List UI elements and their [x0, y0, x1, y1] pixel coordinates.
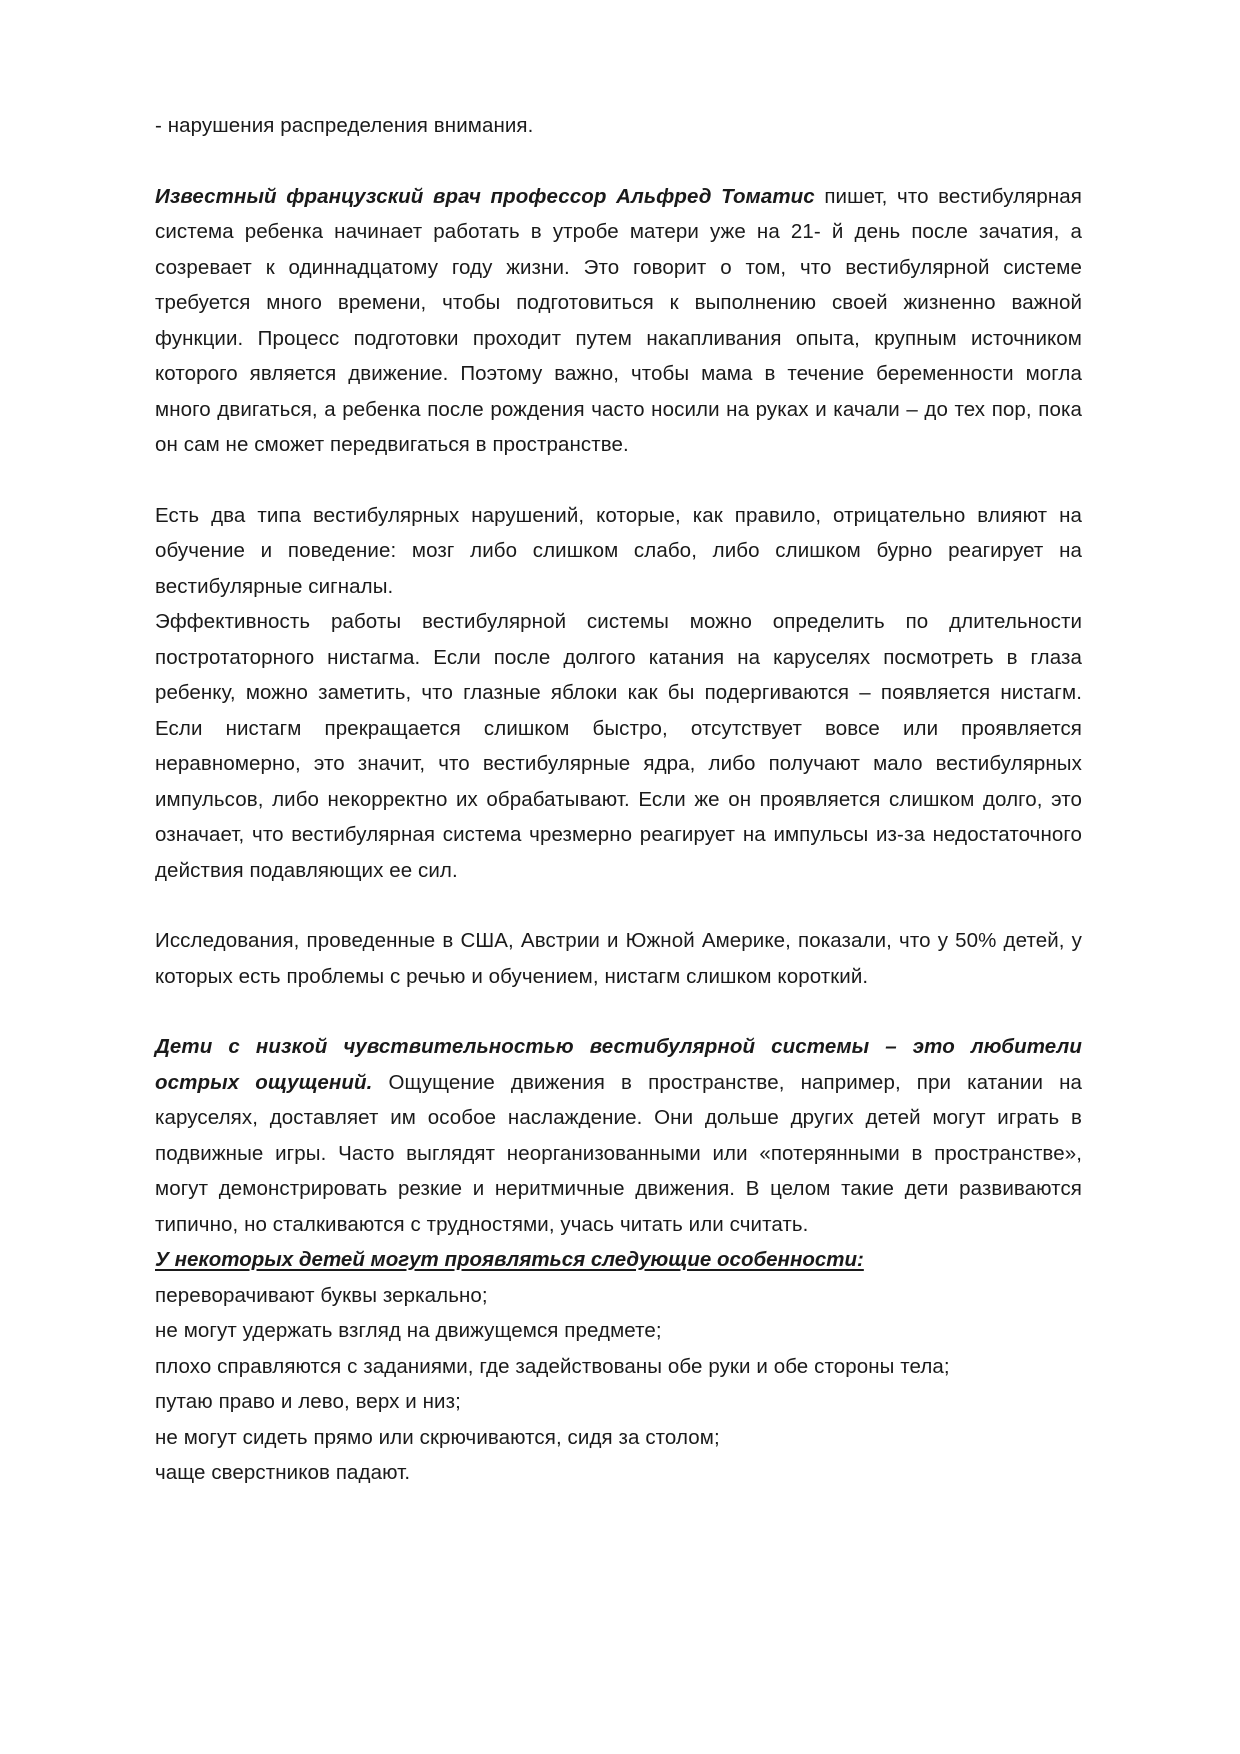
list-item: переворачивают буквы зеркально;: [155, 1283, 488, 1307]
spacer: [155, 144, 1082, 179]
paragraph-low-sensitivity-body: Ощущение движения в пространстве, например, при катании на каруселях, доставляет им особое наслаждение. Они дольше других детей могут играть в подвижные игры. Часто выглядят неорганизованными или «потерянными в пространстве», могут демонстрировать резкие и неритмичные движения. В целом такие дети развиваются типично, но сталкиваются с трудностями, учась читать или считать.: [155, 1070, 1082, 1236]
paragraph-low-sensitivity-lead: Дети с низкой чувствительностью вестибулярной системы – это любители острых ощущений.: [155, 1035, 1082, 1094]
intro-line: - нарушения распределения внимания.: [155, 114, 534, 137]
spacer: [155, 888, 1082, 923]
list-item: плохо справляются с заданиями, где задействованы обе руки и обе стороны тела;: [155, 1354, 950, 1378]
list-item: путаю право и лево, верх и низ;: [155, 1390, 461, 1413]
document-text-body: [155, 108, 1082, 1491]
paragraph-low-sensitivity: [155, 1029, 1082, 1242]
list-item: не могут удержать взгляд на движущемся предмете;: [155, 1319, 662, 1342]
paragraph-research: Исследования, проведенные в США, Австрии и Южной Америке, показали, что у 50% детей, у которых есть проблемы с речью и обучением, нистагм слишком короткий.: [155, 929, 1082, 988]
paragraph-nystagmus: Эффективность работы вестибулярной системы можно определить по длительности постротаторного нистагма. Если после долгого катания на каруселях посмотреть в глаза ребенку, можно заметить, что глазные яблоки как бы подергиваются – появляется нистагм. Если нистагм прекращается слишком быстро, отсутствует вовсе или проявляется неравномерно, это значит, что вестибулярные ядра, либо получают мало вестибулярных импульсов, либо некорректно их обрабатывают. Если же он проявляется слишком долго, это означает, что вестибулярная система чрезмерно реагирует на импульсы из-за недостаточного действия подавляющих ее сил.: [155, 610, 1082, 882]
features-subheading: У некоторых детей могут проявляться следующие особенности:: [155, 1248, 864, 1271]
list-item: чаще сверстников падают.: [155, 1461, 411, 1484]
spacer: [155, 463, 1082, 498]
spacer: [155, 994, 1082, 1029]
paragraph-tomatis-body: пишет, что вестибулярная система ребенка начинает работать в утробе матери уже на 21- й день после зачатия, а созревает к одиннадцатому году жизни. Это говорит о том, что вестибулярной системе требуется много времени, чтобы подготовиться к выполнению своей жизненно важной функции. Процесс подготовки проходит путем накапливания опыта, крупным источником которого является движение. Поэтому важно, чтобы мама в течение беременности могла много двигаться, а ребенка после рождения часто носили на руках и качали – до тех пор, пока он сам не сможет передвигаться в пространстве.: [155, 184, 1082, 456]
paragraph-two-types: Есть два типа вестибулярных нарушений, которые, как правило, отрицательно влияют на обучение и поведение: мозг либо слишком слабо, либо слишком бурно реагирует на вестибулярные сигналы.: [155, 503, 1082, 598]
paragraph-tomatis: [155, 179, 1082, 463]
list-item: не могут сидеть прямо или скрючиваются, сидя за столом;: [155, 1425, 720, 1449]
paragraph-tomatis-lead: Известный французский врач профессор Альфред Томатис: [155, 184, 815, 208]
